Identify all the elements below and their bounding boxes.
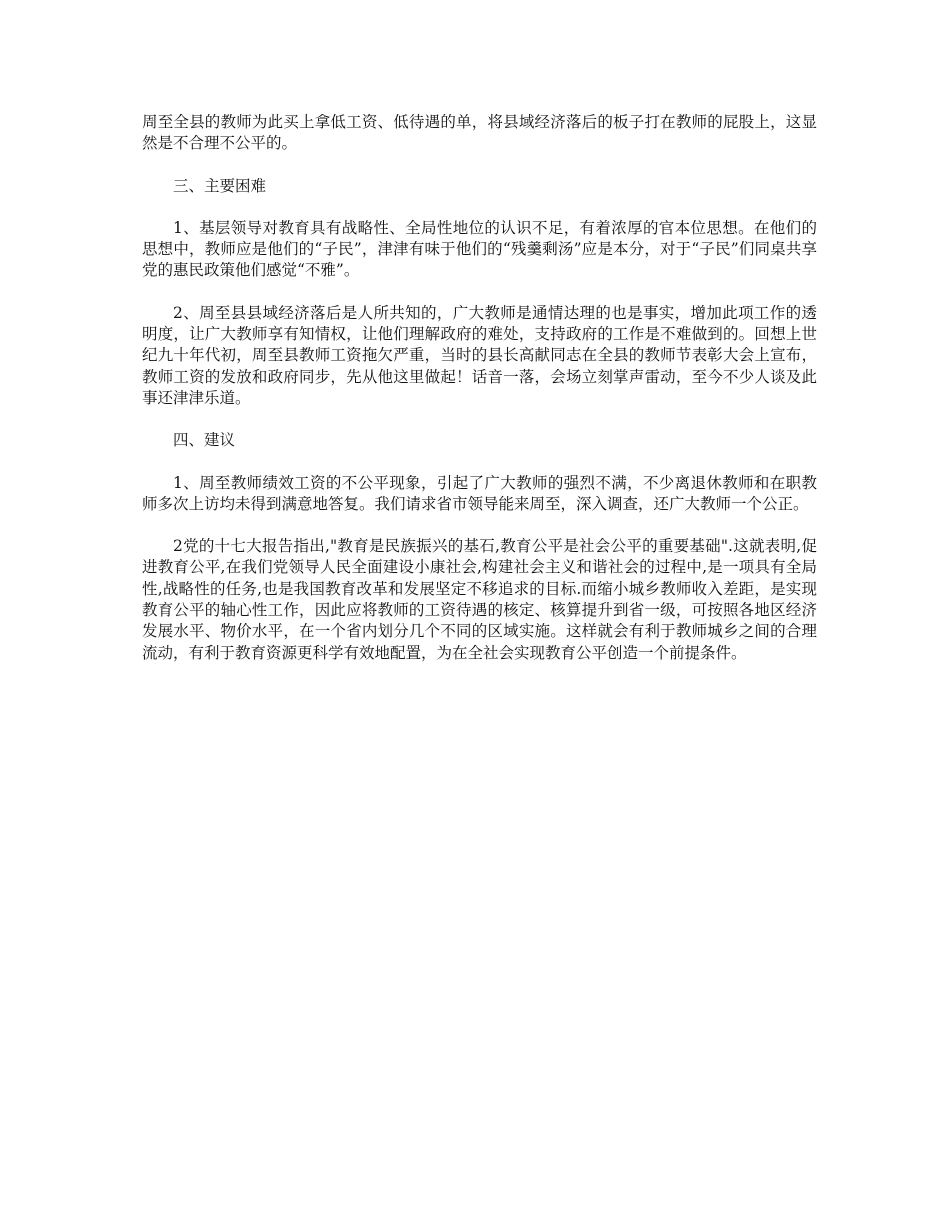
paragraph-difficulty-1: 1、基层领导对教育具有战略性、全局性地位的认识不足，有着浓厚的官本位思想。在他们的思想中，教师应是他们的“子民”，津津有味于他们的“残羹剩汤”应是本分，对于“子民”们同桌共享党的惠民政策他们感觉“不雅”。 xyxy=(142,218,817,280)
section-heading-suggestions: 四、建议 xyxy=(173,431,236,450)
document-page xyxy=(142,112,817,685)
paragraph-suggestion-1: 1、周至教师绩效工资的不公平现象，引起了广大教师的强烈不满，不少离退休教师和在职教师多次上访均未得到满意地答复。我们请求省市领导能来周至，深入调查，还广大教师一个公正。 xyxy=(142,473,817,513)
paragraph-difficulty-2: 2、周至县县域经济落后是人所共知的，广大教师是通情达理的也是事实，增加此项工作的透明度，让广大教师享有知情权，让他们理解政府的难处，支持政府的工作是不难做到的。回想上世纪九十年代初，周至县教师工资拖欠严重，当时的县长高献同志在全县的教师节表彰大会上宣布，教师工资的发放和政府同步，先从他这里做起！话音一落，会场立刻掌声雷动，至今不少人谈及此事还津津乐道。 xyxy=(142,303,817,407)
section-heading-difficulties: 三、主要困难 xyxy=(173,176,267,195)
paragraph-suggestion-2: 2党的十七大报告指出,"教育是民族振兴的基石,教育公平是社会公平的重要基础".这就表明,促进教育公平,在我们党领导人民全面建设小康社会,构建社会主义和谐社会的过程中,是一项具有全局性,战略性的任务,也是我国教育改革和发展坚定不移追求的目标.而缩小城乡教师收入差距，是实现教育公平的轴心性工作，因此应将教师的工资待遇的核定、核算提升到省一级，可按照各地区经济发展水平、物价水平，在一个省内划分几个不同的区域实施。这样就会有利于教师城乡之间的合理流动，有利于教育资源更科学有效地配置，为在全社会实现教育公平创造一个前提条件。 xyxy=(142,537,817,662)
paragraph-continuation: 周至全县的教师为此买上拿低工资、低待遇的单，将县域经济落后的板子打在教师的屁股上，这显然是不合理不公平的。 xyxy=(142,113,817,153)
